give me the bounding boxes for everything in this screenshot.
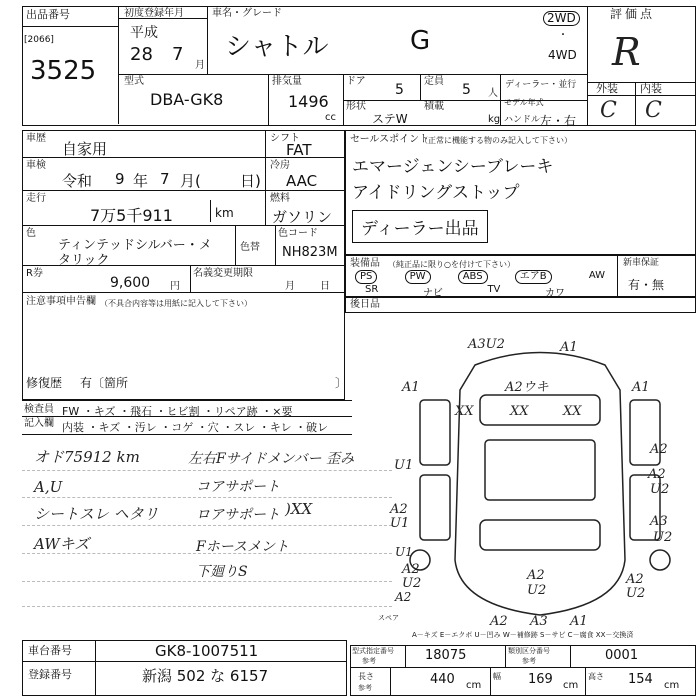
- color-swap-label: 色替: [240, 242, 260, 253]
- mark: U2: [626, 586, 646, 601]
- mileage-value: 7万5千911: [90, 206, 173, 225]
- rear-window-shape: [480, 520, 600, 550]
- mark: A3: [530, 614, 548, 629]
- wheel-shape: [650, 550, 670, 570]
- model-id-label: 型式指定番号: [352, 647, 394, 655]
- lot-code: [2066]: [24, 35, 54, 45]
- mark: A2ウキ: [505, 380, 549, 395]
- year-unit: 年: [133, 172, 149, 190]
- mark: U1: [395, 545, 413, 559]
- model-name: シャトル: [225, 32, 329, 62]
- load-unit: kg: [488, 114, 501, 125]
- reg-value: 新潟 502 な 6157: [142, 667, 269, 685]
- exterior-label: 外装: [596, 82, 618, 95]
- mark: A2: [527, 568, 545, 583]
- type-value: DBA-GK8: [150, 90, 224, 109]
- note-seat: シートスレ ヘタリ: [34, 505, 159, 523]
- divider: [635, 82, 636, 126]
- mark: U1: [390, 516, 410, 531]
- recycle-label: R券: [26, 268, 43, 279]
- roof-shape: [485, 440, 595, 500]
- equip-pw: PW: [405, 270, 431, 284]
- load-label: 積載: [424, 101, 444, 112]
- rear-block: [345, 297, 696, 313]
- model-id-sub: 参考: [362, 657, 376, 665]
- mark: A1: [570, 614, 588, 629]
- note-horse: Fホースメント: [196, 539, 290, 555]
- class-id-value: 0001: [605, 648, 639, 663]
- door-label: ドア: [346, 76, 366, 87]
- interior-label: 内装: [640, 82, 662, 95]
- equip-ps: PS: [355, 270, 377, 284]
- interior-value: C: [645, 98, 662, 123]
- ac-value: AAC: [286, 172, 318, 190]
- mark: A2: [650, 442, 668, 457]
- height-value: 154: [628, 672, 653, 687]
- class-id-sub: 参考: [522, 657, 536, 665]
- selling-line1: エマージェンシーブレーキ: [352, 157, 554, 177]
- handle-label: ハンドル: [504, 115, 541, 125]
- grade: G: [410, 26, 431, 56]
- note-odo: オド75912 km: [34, 448, 140, 466]
- divider: [420, 74, 421, 100]
- repair-label: 修復歴: [26, 376, 63, 390]
- shape-label: 形状: [346, 101, 366, 112]
- width-value: 169: [528, 672, 553, 687]
- divider: [587, 95, 696, 96]
- new-warranty-value: 有・無: [628, 278, 665, 292]
- nameplate-day: 日: [320, 281, 330, 292]
- dealer-label: ディーラー・並行: [505, 80, 577, 90]
- selling-label: セールスポイント: [350, 134, 430, 145]
- divider: [118, 74, 587, 75]
- equip-aw: AW: [588, 270, 605, 281]
- length-value: 440: [430, 672, 455, 687]
- mark: XX: [455, 404, 474, 419]
- height-label: 高さ: [588, 672, 604, 681]
- drive-dot: ・: [558, 30, 568, 41]
- mark: A2: [402, 562, 420, 577]
- mark: A2: [395, 590, 412, 604]
- spare-label: スペア: [378, 614, 399, 622]
- selling-dealer: ディーラー出品: [352, 210, 488, 243]
- inspection-label: 車検: [26, 160, 46, 171]
- category-value: 自家用: [62, 140, 108, 158]
- door-value: 5: [395, 82, 404, 98]
- lot-label: 出品番号: [26, 8, 70, 21]
- model-year-label: モデル年式: [504, 98, 544, 107]
- equipment-sub: （純正品に限り○を付けて下さい）: [388, 260, 515, 269]
- cap-unit: 人: [488, 88, 498, 99]
- divider: [343, 100, 587, 101]
- inspector-label-2: 記入欄: [24, 418, 54, 429]
- inspection-month: 7: [160, 170, 170, 188]
- disp-unit: cc: [325, 112, 336, 123]
- width-label: 幅: [493, 672, 501, 681]
- mark: U1: [394, 458, 414, 473]
- selling-sub: （正常に機能する物のみ記入して下さい）: [420, 136, 572, 145]
- mark: A3U2: [468, 337, 505, 352]
- recycle-value: 9,600: [110, 275, 151, 291]
- disp-value: 1496: [288, 92, 329, 111]
- width-unit: cm: [563, 680, 579, 691]
- equip-tv: TV: [487, 284, 501, 295]
- mark: A1: [560, 340, 578, 355]
- windshield-shape: [480, 395, 600, 425]
- grade-value: R: [612, 30, 641, 74]
- divider: [118, 6, 119, 124]
- divider: [587, 6, 588, 126]
- drive-2wd: 2WD: [543, 11, 580, 26]
- model-id-value: 18075: [425, 648, 467, 663]
- mark: U2: [527, 583, 547, 598]
- mark: A3: [650, 514, 668, 529]
- note-au: A,U: [34, 478, 63, 496]
- equip-sr: SR: [365, 284, 379, 295]
- mark: A1: [632, 380, 650, 395]
- color-label: 色: [26, 228, 36, 239]
- mark: U2: [653, 530, 673, 545]
- divider: [207, 6, 208, 74]
- reg-year: 28: [130, 44, 153, 65]
- rear-label: 後日品: [350, 299, 380, 310]
- note-xx: )XX: [285, 500, 313, 518]
- length-unit: cm: [466, 680, 482, 691]
- notes-sub: （不具合内容等は用紙に記入して下さい）: [100, 299, 252, 308]
- reg-label: 登録番号: [28, 668, 72, 681]
- note-core: コアサポート: [196, 479, 280, 495]
- nameplate-label: 名義変更期限: [193, 268, 253, 279]
- color-value-2: タリック: [58, 253, 110, 268]
- new-warranty-label: 新車保証: [623, 258, 660, 268]
- mark: U2: [402, 576, 422, 591]
- color-code-value: NH823M: [282, 245, 338, 260]
- left-rear-door: [420, 475, 450, 540]
- divider: [268, 74, 269, 126]
- mark: U2: [650, 482, 670, 497]
- notes-label: 注意事項申告欄: [26, 296, 96, 307]
- disp-label: 排気量: [272, 76, 302, 87]
- note-under: 下廻りS: [196, 564, 248, 580]
- length-sub: 参考: [358, 684, 372, 692]
- equipment-label: 装備品: [350, 258, 380, 269]
- equip-navi: ナビ: [422, 288, 443, 299]
- inspection-day-unit: 日): [240, 172, 261, 190]
- equip-abs: ABS: [458, 270, 488, 284]
- shape-value: ステW: [372, 112, 408, 126]
- type-label: 型式: [124, 76, 144, 87]
- shift-value: FAT: [286, 141, 312, 159]
- mileage-unit: km: [215, 206, 234, 220]
- nameplate-month: 月: [285, 281, 295, 292]
- model-label: 車名・グレード: [212, 8, 282, 19]
- color-code-label: 色コード: [278, 228, 318, 239]
- note-side-member: 左右Fサイドメンバー 歪み: [188, 451, 355, 467]
- chassis-label: 車台番号: [28, 644, 72, 657]
- inspection-year: 9: [115, 170, 125, 188]
- mark: A1: [402, 380, 420, 395]
- fuel-label: 燃料: [270, 193, 290, 204]
- chassis-value: GK8-1007511: [155, 642, 259, 660]
- diagram-legend: A－キズ E－エクボ U－凹み W－補修跡 S－サビ C－腐食 XX－交換済: [412, 631, 634, 639]
- mark: XX: [510, 404, 529, 419]
- inspector-label-1: 検査員: [24, 404, 54, 415]
- month-unit: 月: [195, 60, 205, 71]
- selling-line2: アイドリングストップ: [352, 183, 520, 203]
- shift-label: シフト: [270, 133, 300, 144]
- color-value-1: ティンテッドシルバー・メ: [58, 238, 212, 253]
- reg-month: 7: [172, 44, 184, 65]
- class-id-label: 類別区分番号: [508, 647, 550, 655]
- mark: A2: [390, 502, 408, 517]
- mark: A2: [626, 572, 644, 587]
- equip-airbag: エアB: [515, 270, 552, 284]
- length-label: 長さ: [358, 672, 374, 681]
- mark: A2: [490, 614, 508, 629]
- note-lower: ロアサポート: [196, 507, 280, 523]
- ac-label: 冷房: [270, 160, 290, 171]
- drive-4wd: 4WD: [548, 48, 577, 62]
- divider: [22, 26, 118, 27]
- cap-value: 5: [462, 82, 471, 98]
- repair-value: 有〔箇所: [80, 376, 129, 390]
- recycle-unit: 円: [170, 281, 180, 292]
- lot-number: 3525: [30, 56, 97, 86]
- exterior-value: C: [600, 98, 617, 123]
- height-unit: cm: [664, 680, 680, 691]
- inspection-month-unit: 月(: [180, 172, 201, 190]
- first-reg-label: 初度登録年月: [124, 8, 184, 19]
- mark: A2: [648, 467, 666, 482]
- repair-close: 〕: [335, 376, 348, 390]
- inspector-row2: 内装 ・キズ ・汚レ ・コゲ ・穴 ・スレ ・キレ ・破レ: [62, 421, 329, 434]
- fuel-value: ガソリン: [272, 208, 333, 226]
- era: 平成: [130, 25, 158, 41]
- inspection-era: 令和: [62, 172, 93, 190]
- inspector-row1: FW ・キズ ・飛石 ・ヒビ割 ・リペア跡 ・×要: [62, 405, 293, 418]
- equip-leather: カワ: [544, 288, 565, 299]
- equipment-row1: [355, 270, 615, 284]
- left-front-door: [420, 400, 450, 465]
- mileage-label: 走行: [26, 193, 46, 204]
- note-aw: AWキズ: [34, 535, 90, 553]
- grade-label: 評価点: [610, 7, 656, 21]
- handle-value: 左・右: [540, 114, 577, 128]
- cap-label: 定員: [424, 76, 444, 87]
- category-label: 車歴: [26, 133, 46, 144]
- mark: XX: [563, 404, 582, 419]
